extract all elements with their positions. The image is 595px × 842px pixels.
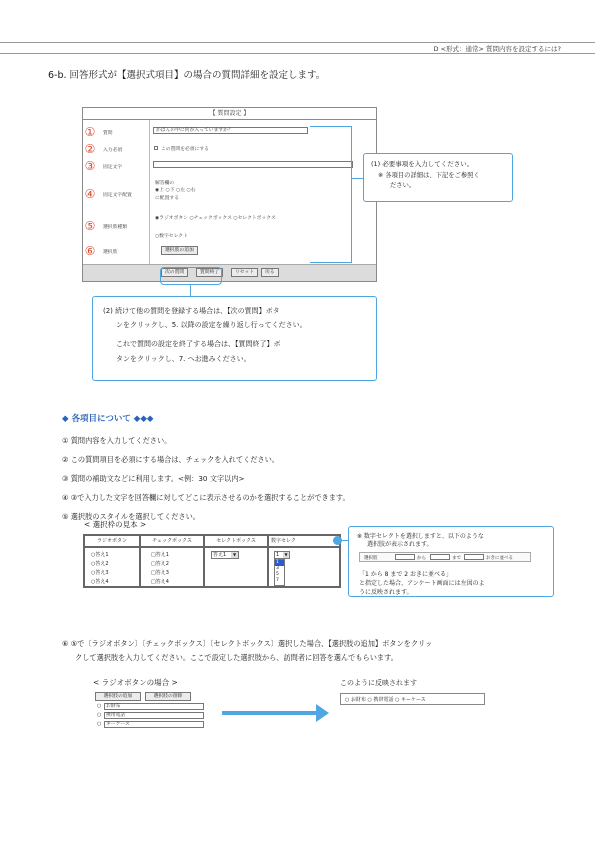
section-header: D <形式：通常> 質問内容を設定するには? xyxy=(433,45,561,53)
choice-type-radio-group[interactable]: ◉ラジオボタン ○チェックボックス ○セレクトボックス xyxy=(155,216,276,221)
from-text: から xyxy=(417,556,426,561)
chevron-down-icon: ▼ xyxy=(284,552,288,557)
required-checkbox-label: この質問を必須にする xyxy=(161,147,209,152)
radio-answer-4: ○答え4 xyxy=(91,579,109,585)
note2-line4: タンをクリックし、7. へお進みください。 xyxy=(116,355,251,363)
answer-area-text: 解答欄の xyxy=(155,181,175,186)
to-input[interactable] xyxy=(430,554,450,560)
end-question-button[interactable]: 質問終了 xyxy=(196,268,223,277)
header-checkbox: チェックボックス xyxy=(140,535,204,547)
circle-number-3: ③ xyxy=(84,159,96,173)
choices-label: 選択肢 xyxy=(103,250,118,255)
checkbox-sample-cell xyxy=(140,547,204,587)
note1-line2: ※ 各項目の詳細は、下記をご参照く xyxy=(378,172,480,179)
position-radio-group[interactable]: ◉上 ○下 ○左 ○右 xyxy=(155,188,196,193)
callout-connector-1 xyxy=(352,178,363,179)
note-next-question xyxy=(92,296,377,381)
sample-title: < 選択枠の見本 > xyxy=(84,520,147,529)
every-text: おきに並べる xyxy=(486,556,513,561)
number-field-label: 選択肢 xyxy=(364,556,378,561)
note2-line1: (2) 続けて他の質問を登録する場合は、【次の質問】ボタ xyxy=(103,307,280,315)
item-4: ④ ③で入力した文字を回答欄に対してどこに表示させるのかを選択することができます。 xyxy=(62,493,350,502)
next-question-button[interactable]: 次の質問 xyxy=(161,268,188,277)
required-label: 入力必須 xyxy=(103,148,123,153)
add-choice-button[interactable]: 選択肢の追加 xyxy=(161,246,198,255)
note3-line3: 「1 から 8 まで 2 おきに並べる」 xyxy=(359,571,452,578)
reflect-title: このように反映されます xyxy=(340,679,417,687)
item-1: ① 質問内容を入力してください。 xyxy=(62,436,172,445)
button-highlight xyxy=(160,267,222,285)
item-6-line2: クして選択肢を入力してください。ここで設定した選択肢から、訪問者に回答を選んでもらいます。 xyxy=(75,653,398,662)
form-button-bar xyxy=(83,264,376,281)
step-input[interactable] xyxy=(464,554,484,560)
item-3: ③ 質問の補助文などに利用します。<例：30 文字以内> xyxy=(62,474,245,483)
question-input[interactable]: かばんの中に何が入っていますか？ xyxy=(153,127,308,134)
number-select-sample-cell xyxy=(268,547,340,587)
item-5: ⑤ 選択肢のスタイルを選択してください。 xyxy=(62,512,200,521)
circle-number-5: ⑤ xyxy=(84,219,96,233)
delete-choice-sample-button[interactable]: 選択肢の削除 xyxy=(145,692,191,701)
note3-line5: うに反映されます。 xyxy=(359,589,413,596)
number-select-box xyxy=(274,551,290,559)
note1-line3: ださい。 xyxy=(390,182,416,189)
header-number-select: 数字セレク xyxy=(268,535,340,547)
note2-line3: これで質問の設定を終了する場合は、【質問終了】ボ xyxy=(116,340,281,348)
header-selectbox: セレクトボックス xyxy=(204,535,268,547)
form-heading: 【 質問設定 】 xyxy=(83,108,376,120)
items-section-title: ◆ 各項目について ◆◆◆ xyxy=(62,414,154,424)
required-checkbox[interactable] xyxy=(154,146,158,150)
note1-line1: (1) 必要事項を入力してください。 xyxy=(371,160,474,168)
circle-number-6: ⑥ xyxy=(84,244,96,258)
circle-number-1: ① xyxy=(84,125,96,139)
radio-example-panel xyxy=(95,692,215,729)
reset-button[interactable]: リセット xyxy=(231,268,258,277)
add-choice-sample-button[interactable]: 選択肢の追加 xyxy=(95,692,141,701)
reflect-options: ○ お財布 ○ 携帯電話 ○ キーケース xyxy=(345,697,426,703)
item-6-line1: ⑥ ⑤で〔ラジオボタン〕〔チェックボックス〕〔セレクトボックス〕選択した場合、【選択肢の追加】ボタンをクリッ xyxy=(62,639,433,648)
radio-answer-2: ○答え2 xyxy=(91,561,109,567)
number-option-5: 5 xyxy=(276,572,279,577)
position-suffix: に配置する xyxy=(155,196,179,201)
radio-example-title: < ラジオボタンの場合 > xyxy=(93,678,178,687)
question-label: 質問 xyxy=(103,131,113,136)
radio-answer-3: ○答え3 xyxy=(91,570,109,576)
back-button[interactable]: 戻る xyxy=(261,268,279,277)
check-answer-3: □答え3 xyxy=(151,570,169,576)
note3-line4: と指定した場合、アンケート画面には左図のよ xyxy=(359,580,485,587)
choice-input-3[interactable]: キーケース xyxy=(104,721,204,728)
number-option-7: 7 xyxy=(276,578,279,583)
select-sample-value: 答え1 xyxy=(213,552,227,558)
note3-line1: ※ 数字セレクトを選択しますと、以下のような xyxy=(357,533,484,540)
radio-answer-1: ○答え1 xyxy=(91,552,109,558)
radio-circle-2: ○ xyxy=(97,712,102,718)
from-input[interactable] xyxy=(395,554,415,560)
check-answer-4: □答え4 xyxy=(151,579,169,585)
note-number-select xyxy=(348,526,554,597)
selectbox-sample-cell xyxy=(204,547,268,587)
header-radio: ラジオボタン xyxy=(84,535,140,547)
fixed-text-label: 固定文字 xyxy=(103,165,123,170)
choice-input-2[interactable]: 携帯電話 xyxy=(104,712,204,719)
fixed-text-position-label: 固定文字配置 xyxy=(103,193,132,198)
check-answer-1: □答え1 xyxy=(151,552,169,558)
choice-input-1[interactable]: お財布 xyxy=(104,703,204,710)
sample-table xyxy=(83,534,341,588)
note3-line2: 選択肢が表示されます。 xyxy=(367,541,433,548)
reflect-preview xyxy=(340,693,485,705)
chevron-down-icon: ▼ xyxy=(232,552,237,557)
note-required-fields xyxy=(363,153,513,202)
radio-circle-1: ○ xyxy=(97,703,102,709)
arrow-right-icon xyxy=(316,704,329,722)
choice-type-label: 選択肢種類 xyxy=(103,225,127,230)
callout-bracket xyxy=(310,126,352,263)
callout-connector-2 xyxy=(190,285,191,296)
circle-number-4: ④ xyxy=(84,187,96,201)
check-answer-2: □答え2 xyxy=(151,561,169,567)
note2-line2: ンをクリックし、5. 以降の設定を繰り返し行ってください。 xyxy=(116,321,307,329)
number-dropdown-list xyxy=(274,559,285,586)
number-select-radio[interactable]: ○数字セレクト xyxy=(155,234,188,239)
number-option-3: 3 xyxy=(276,566,279,571)
number-select-value: 1 xyxy=(276,552,280,558)
column-divider xyxy=(149,120,150,264)
number-option-1: 1 xyxy=(275,560,284,566)
arrow-shaft xyxy=(222,711,317,715)
radio-circle-3: ○ xyxy=(97,721,102,727)
select-sample-box xyxy=(211,551,239,559)
circle-number-2: ② xyxy=(84,142,96,156)
radio-sample-cell xyxy=(84,547,140,587)
number-select-field-row xyxy=(359,552,531,562)
page-title: 6-b. 回答形式が【選択式項目】の場合の質問詳細を設定します。 xyxy=(48,70,326,81)
to-text: まで xyxy=(452,556,461,561)
item-2: ② この質問項目を必須にする場合は、チェックを入れてください。 xyxy=(62,455,279,464)
